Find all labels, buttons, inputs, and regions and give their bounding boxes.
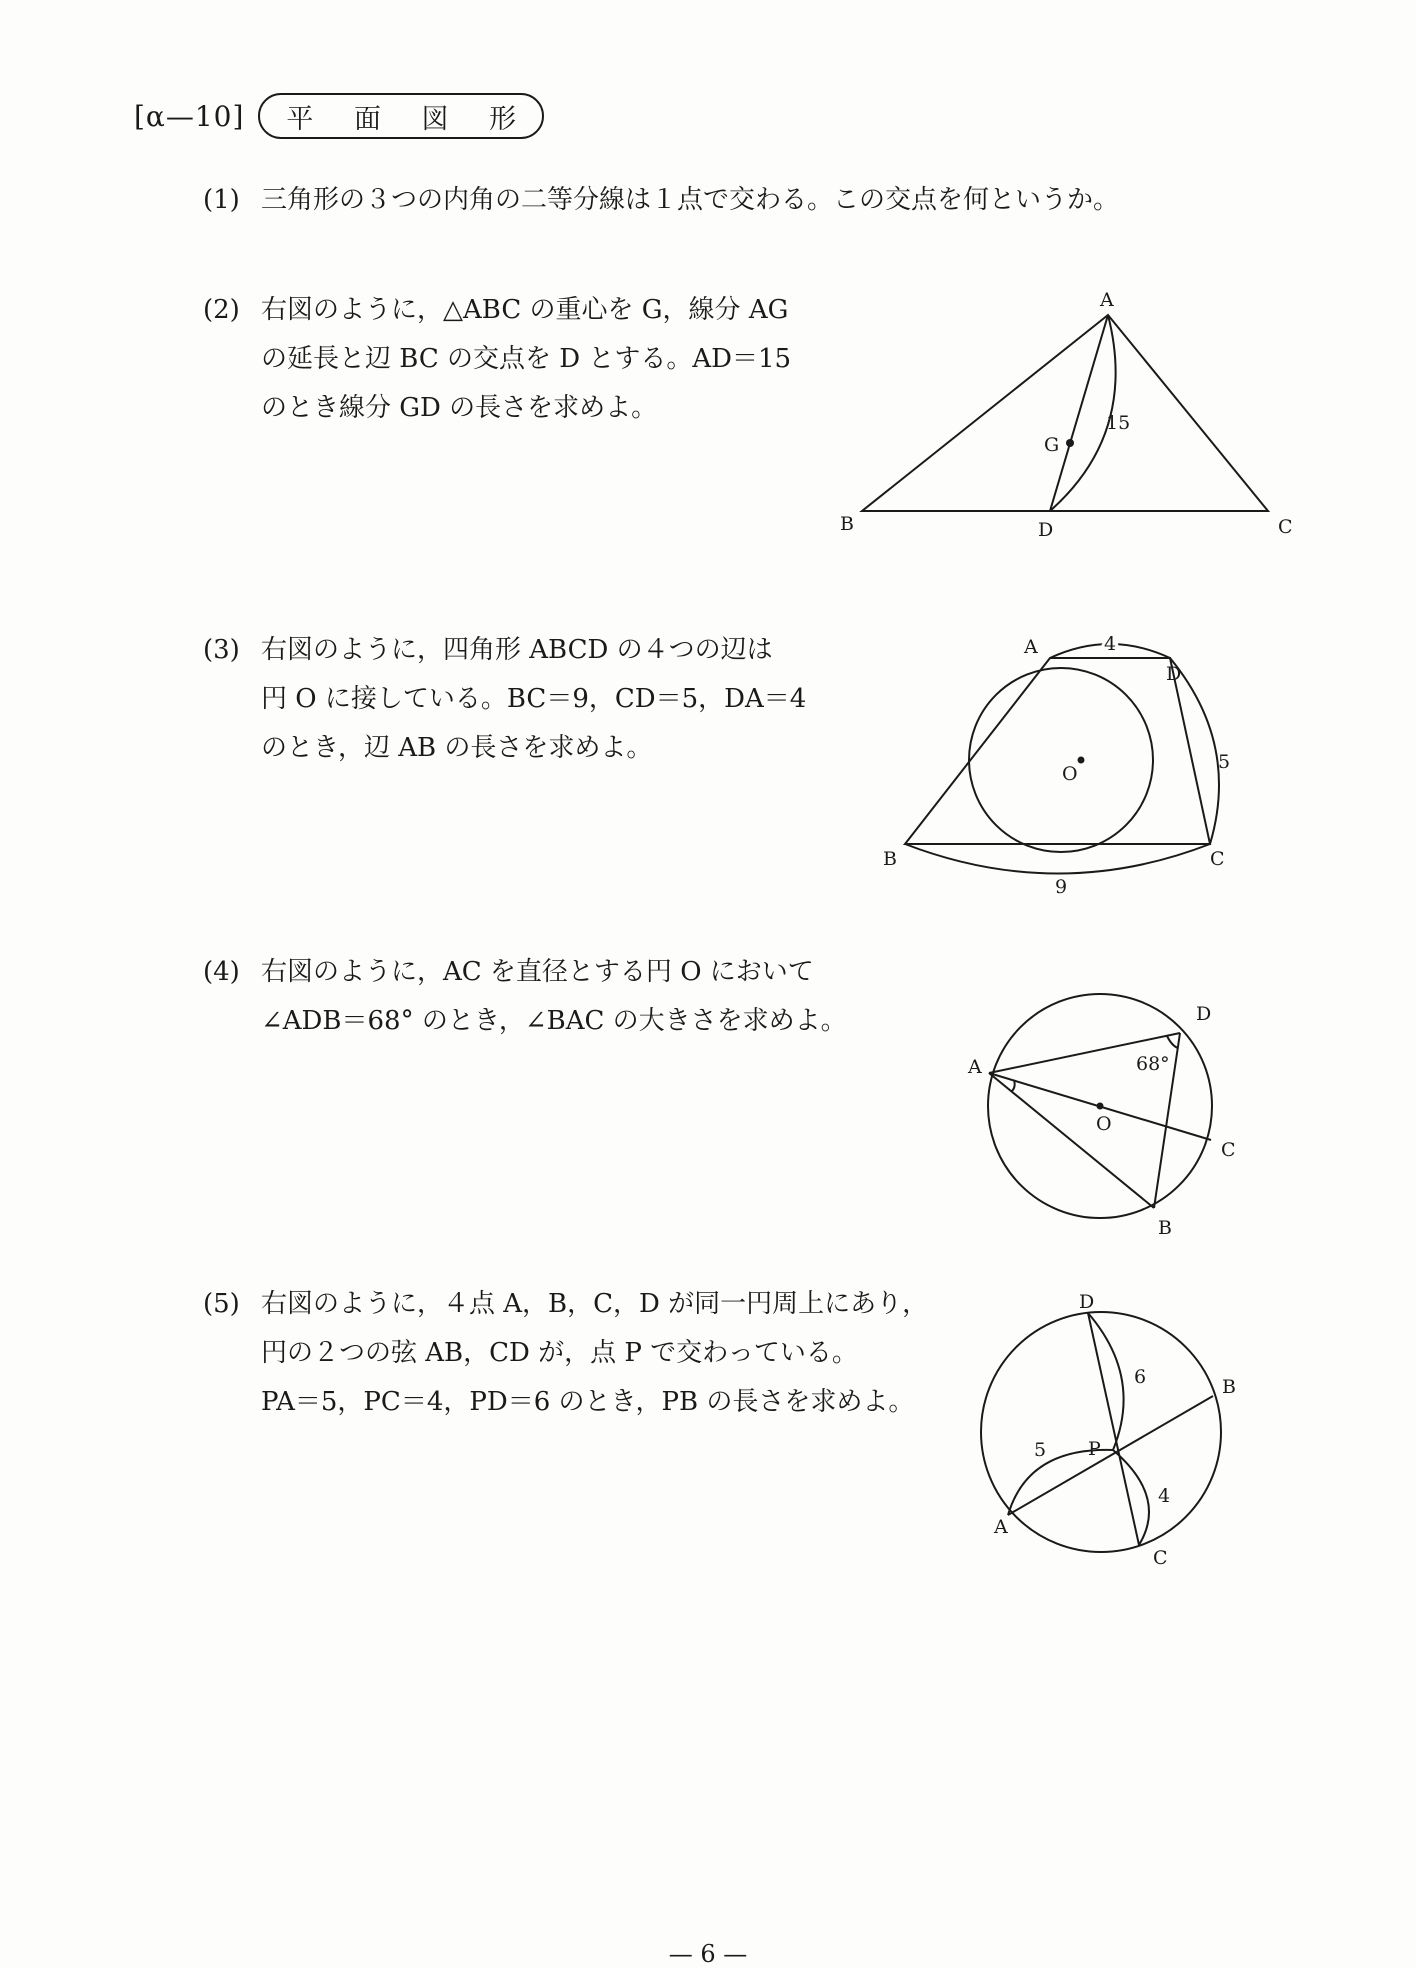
question-5 bbox=[203, 1280, 963, 1430]
question-text-line: 右図のように，AC を直径とする円 O において bbox=[261, 957, 814, 987]
label-a: A bbox=[1100, 289, 1114, 311]
section-header bbox=[134, 94, 544, 138]
chord-dc bbox=[1088, 1313, 1139, 1545]
label-a: A bbox=[968, 1056, 982, 1078]
label-da: 4 bbox=[1104, 633, 1117, 655]
label-b: B bbox=[1222, 1376, 1236, 1398]
label-d: D bbox=[1038, 519, 1054, 541]
question-3 bbox=[203, 626, 863, 776]
label-c: C bbox=[1210, 848, 1225, 870]
section-title: 平 面 図 形 bbox=[286, 103, 533, 135]
centroid-point bbox=[1066, 439, 1074, 447]
label-bc: 9 bbox=[1055, 876, 1068, 898]
question-text-line: のとき，辺 AB の長さを求めよ。 bbox=[261, 733, 653, 763]
angle-arc-a bbox=[1012, 1080, 1015, 1091]
angle-arc-d bbox=[1167, 1036, 1178, 1048]
center-point bbox=[1078, 757, 1085, 764]
label-c: C bbox=[1221, 1139, 1236, 1161]
label-cd: 5 bbox=[1218, 751, 1231, 773]
question-2 bbox=[203, 286, 863, 436]
label-b: B bbox=[840, 513, 854, 535]
chord-ab bbox=[989, 1073, 1154, 1208]
question-text-line: ∠ADB＝68° のとき，∠BAC の大きさを求めよ。 bbox=[261, 1006, 847, 1036]
label-pd: 6 bbox=[1134, 1366, 1147, 1388]
circle bbox=[981, 1312, 1221, 1552]
question-text-line: 円の２つの弦 AB，CD が，点 P で交わっている。 bbox=[261, 1338, 858, 1368]
figure-4-circle-angle bbox=[958, 990, 1258, 1240]
section-code: [α—10] bbox=[134, 99, 245, 133]
arc-pc bbox=[1113, 1450, 1149, 1545]
question-number: (4) bbox=[203, 957, 240, 987]
question-1 bbox=[203, 176, 1303, 226]
question-text: 三角形の３つの内角の二等分線は１点で交わる。この交点を何というか。 bbox=[261, 185, 1120, 215]
label-o: O bbox=[1096, 1113, 1112, 1135]
question-4 bbox=[203, 948, 863, 1048]
label-a: A bbox=[1024, 636, 1038, 658]
label-d: D bbox=[1079, 1291, 1095, 1313]
label-d: D bbox=[1196, 1003, 1212, 1025]
label-d: D bbox=[1166, 663, 1182, 685]
question-number: (3) bbox=[203, 635, 240, 665]
question-text-line: 円 O に接している。BC＝9，CD＝5，DA＝4 bbox=[261, 684, 807, 714]
arc-cd bbox=[1170, 658, 1219, 844]
figure-3-tangential-quadrilateral bbox=[878, 628, 1258, 913]
label-c: C bbox=[1278, 516, 1293, 538]
label-pa: 5 bbox=[1034, 1439, 1047, 1461]
label-pc: 4 bbox=[1158, 1485, 1171, 1507]
page-number: — 6 — bbox=[668, 1940, 748, 1968]
question-number: (5) bbox=[203, 1289, 240, 1319]
arc-bc bbox=[905, 844, 1210, 874]
question-text-line: 右図のように，△ABC の重心を G，線分 AG bbox=[261, 295, 789, 325]
label-b: B bbox=[883, 848, 897, 870]
question-number: (1) bbox=[203, 185, 240, 215]
label-c: C bbox=[1153, 1547, 1168, 1569]
label-o: O bbox=[1062, 763, 1078, 785]
question-text-line: PA＝5，PC＝4，PD＝6 のとき，PB の長さを求めよ。 bbox=[261, 1387, 915, 1417]
label-b: B bbox=[1158, 1217, 1172, 1239]
label-g: G bbox=[1044, 434, 1060, 456]
question-text-line: 右図のように，４点 A，B，C，D が同一円周上にあり， bbox=[261, 1289, 929, 1319]
label-a: A bbox=[994, 1516, 1008, 1538]
quadrilateral-abcd bbox=[905, 658, 1210, 844]
triangle-abc bbox=[862, 315, 1268, 511]
question-text-line: 右図のように，四角形 ABCD の４つの辺は bbox=[261, 635, 773, 665]
figure-2-triangle bbox=[838, 283, 1308, 548]
label-p: P bbox=[1088, 1438, 1101, 1460]
inscribed-circle bbox=[969, 668, 1153, 852]
section-title-badge bbox=[258, 93, 544, 139]
question-text-line: のとき線分 GD の長さを求めよ。 bbox=[261, 393, 658, 423]
label-length: 15 bbox=[1106, 412, 1131, 434]
question-number: (2) bbox=[203, 295, 240, 325]
center-point bbox=[1097, 1103, 1104, 1110]
angle-label: 68° bbox=[1136, 1053, 1170, 1075]
figure-5-intersecting-chords bbox=[958, 1287, 1258, 1577]
question-text-line: の延長と辺 BC の交点を D とする。AD＝15 bbox=[261, 344, 792, 374]
